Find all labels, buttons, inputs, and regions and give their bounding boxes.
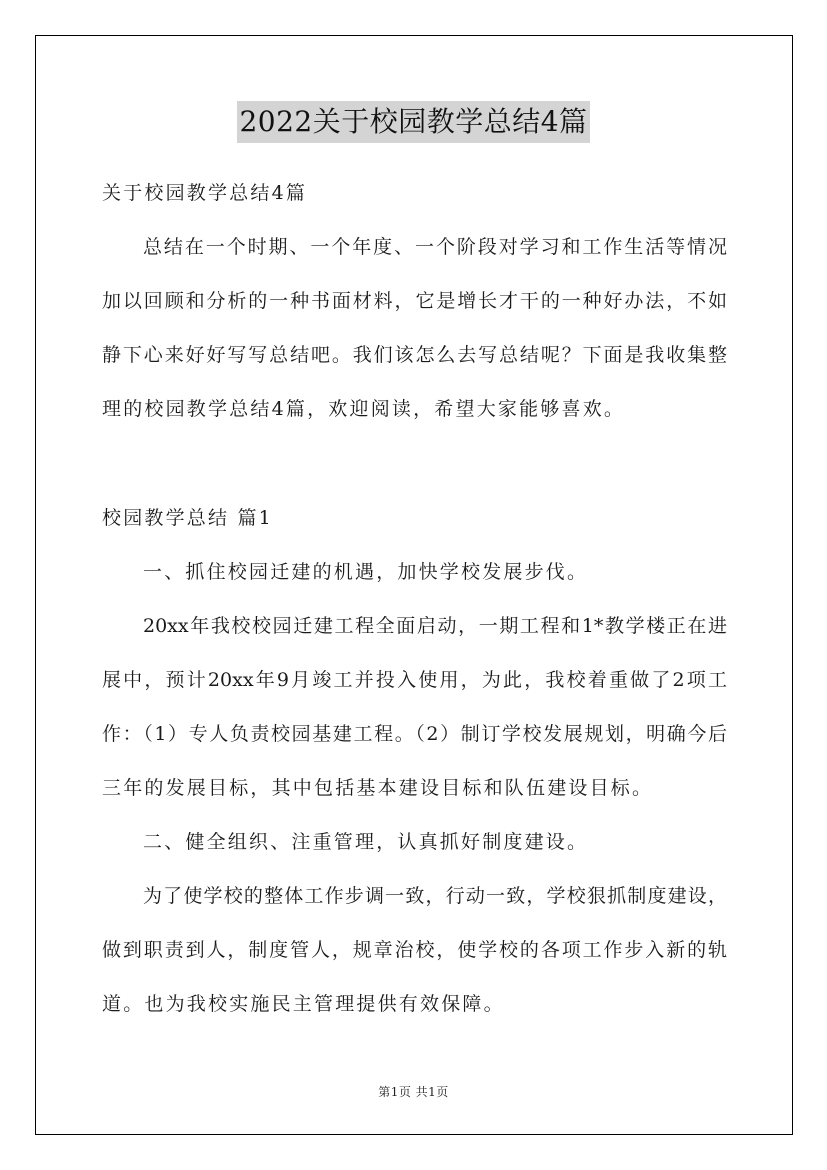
intro-line-4: 理的校园教学总结4篇，欢迎阅读，希望大家能够喜欢。 xyxy=(102,398,626,420)
point1-body-line-2: 展中，预计20xx年9月竣工并投入使用，为此，我校着重做了2项工 xyxy=(102,669,727,691)
intro-line-3: 静下心来好好写写总结吧。我们该怎么去写总结呢？下面是我收集整 xyxy=(102,344,727,366)
point2-heading: 二、健全组织、注重管理，认真抓好制度建设。 xyxy=(143,831,589,853)
intro-line-1: 总结在一个时期、一个年度、一个阶段对学习和工作生活等情况 xyxy=(143,236,727,258)
point2-body-line-3: 道。也为我校实施民主管理提供有效保障。 xyxy=(102,993,505,1015)
point1-body-line-1: 20xx年我校校园迁建工程全面启动，一期工程和1*教学楼正在进 xyxy=(143,615,727,637)
document-subtitle: 关于校园教学总结4篇 xyxy=(102,182,308,204)
point1-body-line-3: 作：（1）专人负责校园基建工程。（2）制订学校发展规划，明确今后 xyxy=(102,723,727,745)
point1-body-line-4: 三年的发展目标，其中包括基本建设目标和队伍建设目标。 xyxy=(102,777,654,799)
section1-heading: 校园教学总结 篇1 xyxy=(102,507,273,529)
document-title: 2022关于校园教学总结4篇 xyxy=(237,101,589,143)
point2-body-line-2: 做到职责到人，制度管人，规章治校，使学校的各项工作步入新的轨 xyxy=(102,939,727,961)
title-container xyxy=(0,101,827,143)
intro-line-2: 加以回顾和分析的一种书面材料，它是增长才干的一种好办法，不如 xyxy=(102,290,727,312)
point1-heading: 一、抓住校园迁建的机遇，加快学校发展步伐。 xyxy=(143,561,589,583)
page-footer: 第1页 共1页 xyxy=(378,1085,449,1099)
point2-body-line-1: 为了使学校的整体工作步调一致，行动一致，学校狠抓制度建设， xyxy=(143,885,727,907)
